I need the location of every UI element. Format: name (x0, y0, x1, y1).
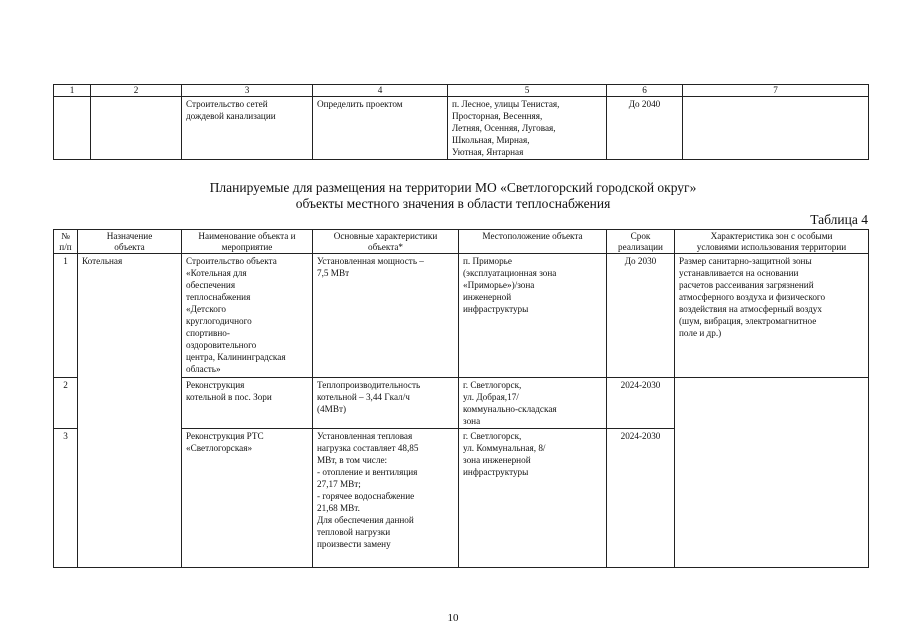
column-number: 5 (448, 85, 607, 97)
cell-empty (91, 97, 182, 160)
header-name: Наименование объекта и мероприятие (182, 230, 313, 254)
cell-characteristics: Теплопроизводительность котельной – 3,44 Гкал/ч (4МВт) (313, 378, 459, 429)
column-number: 7 (683, 85, 869, 97)
heat-supply-table (53, 229, 869, 568)
header-location: Местоположение объекта (459, 230, 607, 254)
column-number-row (54, 85, 869, 97)
cell-purpose: Котельная (78, 254, 182, 568)
section-heading-line-1: Планируемые для размещения на территории МО «Светлогорский городской округ» (209, 180, 697, 195)
cell-empty (683, 97, 869, 160)
cell-term: До 2030 (607, 254, 675, 378)
cell-name: Реконструкция РТС «Светлогорская» (182, 429, 313, 568)
header-zone: Характеристика зон с особыми условиями использования территории (675, 230, 869, 254)
cell-location: п. Приморье (эксплуатационная зона «Приморье»)/зона инженерной инфраструктуры (459, 254, 607, 378)
column-number: 6 (607, 85, 683, 97)
column-number: 2 (91, 85, 182, 97)
header-term: Срок реализации (607, 230, 675, 254)
row-number: 3 (54, 429, 78, 568)
cell-term: До 2040 (607, 97, 683, 160)
cell-object: Строительство сетей дождевой канализации (182, 97, 313, 160)
column-number: 4 (313, 85, 448, 97)
header-characteristics: Основные характеристики объекта* (313, 230, 459, 254)
table-label: Таблица 4 (810, 212, 868, 227)
cell-zone-empty (675, 378, 869, 568)
cell-location: п. Лесное, улицы Тенистая, Просторная, Весенняя, Летняя, Осенняя, Луговая, Школьная, Мирная, Уютная, Янтарная (448, 97, 607, 160)
cell-term: 2024-2030 (607, 378, 675, 429)
cell-characteristics: Установленная тепловая нагрузка составляет 48,85 МВт, в том числе: - отопление и вентиляция 27,17 МВт; - горячее водоснабжение 21,68 МВт. Для обеспечения данной тепловой нагрузки произвести замену (313, 429, 459, 568)
cell-characteristics: Установленная мощность – 7,5 МВт (313, 254, 459, 378)
row-number: 2 (54, 378, 78, 429)
cell-location: г. Светлогорск, ул. Коммунальная, 8/ зона инженерной инфраструктуры (459, 429, 607, 568)
header-number: № п/п (54, 230, 78, 254)
continuation-table (53, 84, 869, 160)
cell-empty (54, 97, 91, 160)
cell-zone: Размер санитарно-защитной зоны устанавливается на основании расчетов рассеивания загрязнений атмосферного воздуха и физического воздействия на атмосферный воздух (шум, вибрация, электромагнитное поле и др.) (675, 254, 869, 378)
section-heading-line-2: объекты местного значения в области теплоснабжения (295, 196, 611, 211)
table-row (54, 254, 869, 378)
table-header-row (54, 230, 869, 254)
cell-name: Строительство объекта «Котельная для обеспечения теплоснабжения «Детского круглогодичного спортивно- оздоровительного центра, Калининградская область» (182, 254, 313, 378)
column-number: 1 (54, 85, 91, 97)
table-row (54, 97, 869, 160)
column-number: 3 (182, 85, 313, 97)
cell-location: г. Светлогорск, ул. Добрая,17/ коммунально-складская зона (459, 378, 607, 429)
header-purpose: Назначение объекта (78, 230, 182, 254)
page-number: 10 (447, 612, 459, 624)
cell-name: Реконструкция котельной в пос. Зори (182, 378, 313, 429)
cell-characteristics: Определить проектом (313, 97, 448, 160)
cell-term: 2024-2030 (607, 429, 675, 568)
row-number: 1 (54, 254, 78, 378)
